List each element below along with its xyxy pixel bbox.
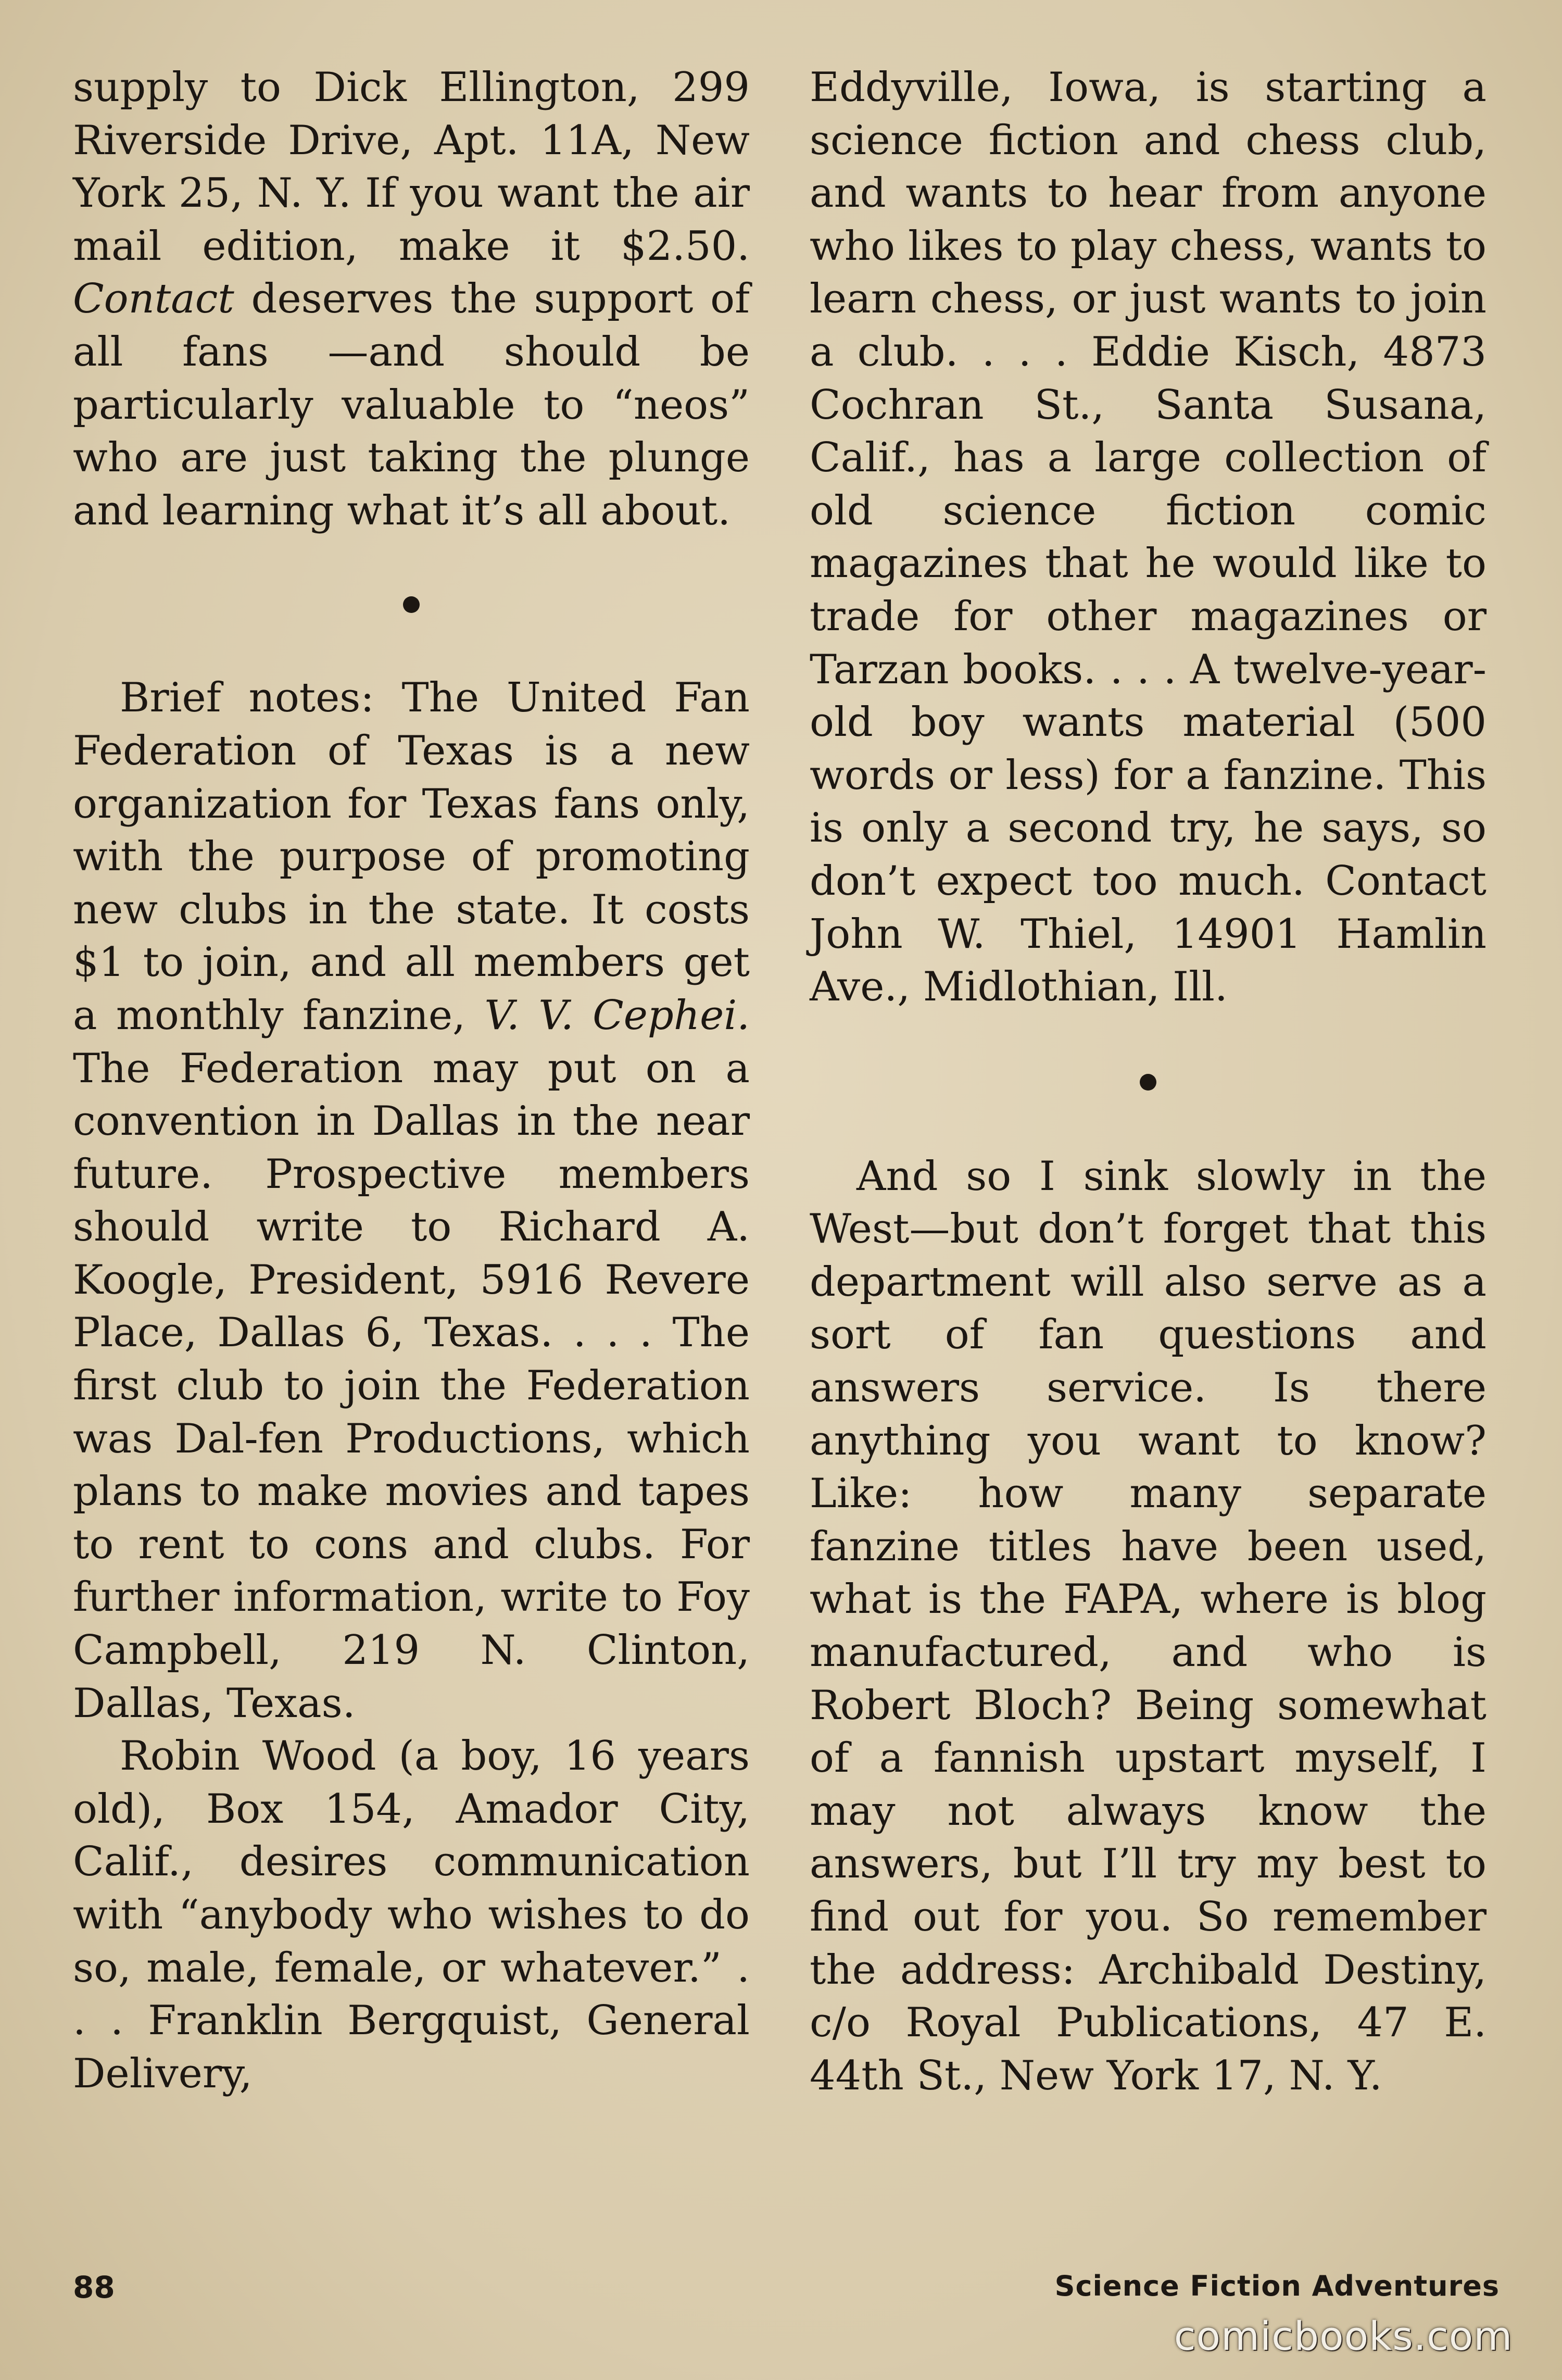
paragraph-eddyville: Eddyville, Iowa, is starting a science fiction and chess club, and wants to hear from anyone who likes to play chess, wants to learn chess, or just wants to join a club. . . . Eddie Kisch, 4873 Cochran St., Santa Susana, Calif., has a large collection of old science fiction comic magazines that he would like to trade for other magazines or Tarzan books. . . . A twelve-year-old boy wants material (500 words or less) for a fanzine. This is only a second try, he says, so don’t expect too much. Contact John W. Thiel, 14901 Hamlin Ave., Midlothian, Ill.: [810, 64, 1487, 1011]
paragraph-text: Brief notes: The United Fan Federation of Texas is a new organization for Texas fans only, with the purpose of promoting new clubs in the state. It costs $1 to join, and all members get a monthly fanzine,: [73, 674, 750, 1039]
paragraph-contact: [73, 61, 750, 537]
paragraph-robin-wood: Robin Wood (a boy, 16 years old), Box 154, Amador City, Calif., desires communication with “anybody who wishes to do so, male, female, or whatever.” . . . Franklin Bergquist, General Delivery,: [73, 1733, 750, 2097]
paragraph-closing: And so I sink slowly in the West—but don’t forget that this department will also serve as a sort of fan questions and answers service. Is there anything you want to know? Like: how many separate fanzine titles have been used, what is the FAPA, where is blog manufactured, and who is Robert Bloch? Being somewhat of a fannish upstart myself, I may not always know the answers, but I’ll try my best to find out for you. So remember the address: Archibald Destiny, c/o Royal Publications, 47 E. 44th St., New York 17, N. Y.: [810, 1153, 1487, 2099]
page-number: 88: [73, 2270, 115, 2305]
magazine-title: Science Fiction Adventures: [1054, 2270, 1500, 2302]
italic-title-contact: Contact: [73, 275, 234, 323]
italic-title-fanzine: V. V. Cephei.: [484, 992, 750, 1039]
left-column: [73, 61, 750, 2100]
paragraph-brief-notes: [73, 672, 750, 1730]
bullet-dot-icon: [403, 596, 420, 613]
right-column: [810, 61, 1487, 2102]
watermark-logo: comicbooks.com: [1174, 2312, 1513, 2359]
bullet-dot-icon: [1140, 1074, 1156, 1091]
section-separator: [810, 1014, 1487, 1150]
paragraph-text: The Federation may put on a convention in Dallas in the near future. Prospective members should write to Richard A. Koogle, President, 5916 Revere Place, Dallas 6, Texas. . . . The first club to join the Federation was Dal-fen Productions, which plans to make movies and tapes to rent to cons and clubs. For further information, write to Foy Campbell, 219 N. Clinton, Dallas, Texas.: [73, 1045, 750, 1727]
paragraph-text: deserves the support of all fans —and should be particularly valuable to “neos” who are just taking the plunge and learning what it’s all about.: [73, 275, 750, 534]
section-separator: [73, 537, 750, 672]
paragraph-text: supply to Dick Ellington, 299 Riverside Drive, Apt. 11A, New York 25, N. Y. If you want the air mail edition, make it $2.50.: [73, 64, 750, 270]
